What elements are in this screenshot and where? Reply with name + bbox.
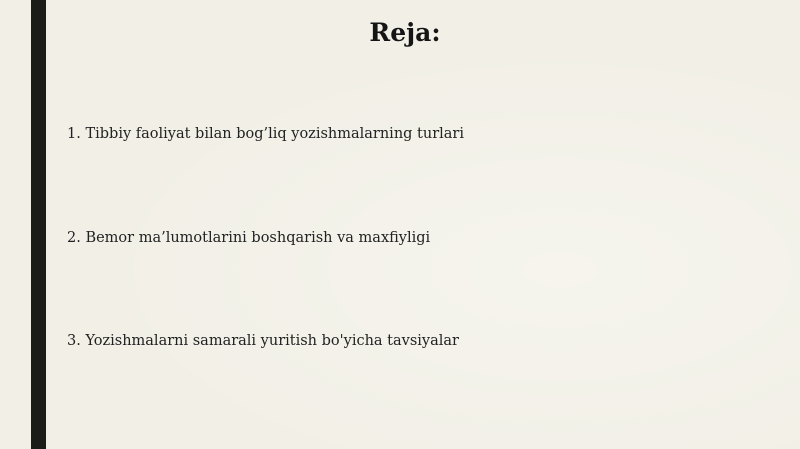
slide-title: Reja: — [369, 18, 441, 47]
agenda-item-2: 2. Bemor ma’lumotlarini boshqarish va maxfiyligi — [67, 230, 431, 246]
agenda-item-3: 3. Yozishmalarni samarali yuritish bo'yicha tavsiyalar — [67, 333, 459, 349]
left-accent-bar — [31, 0, 46, 449]
agenda-item-1: 1. Tibbiy faoliyat bilan bog’liq yozishmalarning turlari — [67, 126, 465, 142]
